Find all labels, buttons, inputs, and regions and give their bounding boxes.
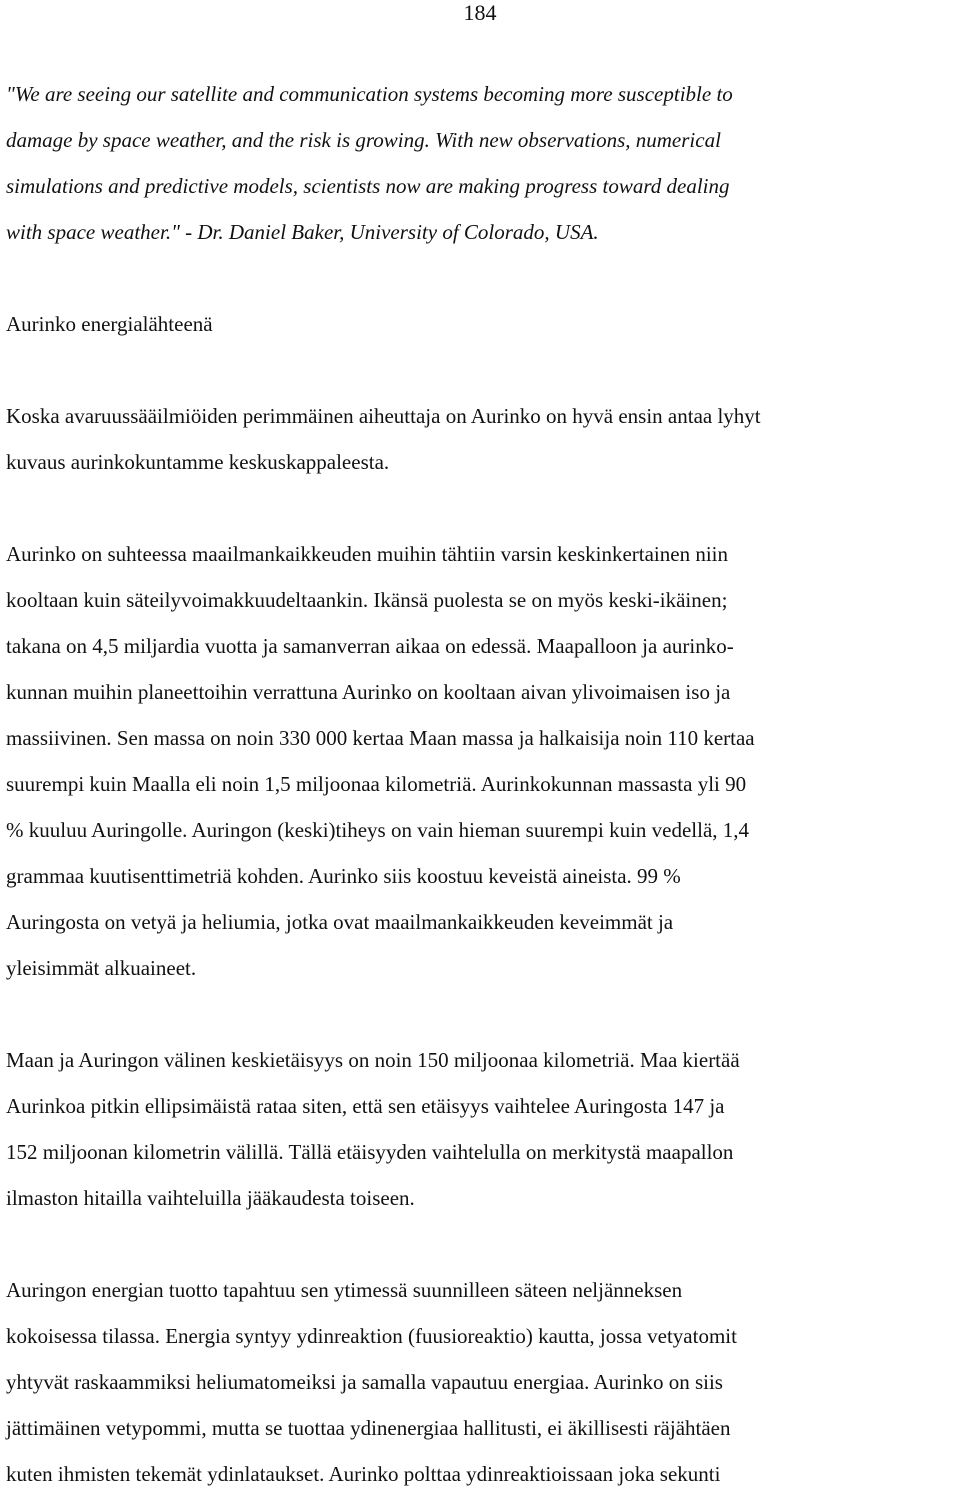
paragraph-line: Koska avaruussääilmiöiden perimmäinen aiheuttaja on Aurinko on hyvä ensin antaa lyhyt (6, 404, 761, 428)
quote-block (6, 71, 956, 255)
paragraph-line: suurempi kuin Maalla eli noin 1,5 miljoonaa kilometriä. Aurinkokunnan massasta yli 90 (6, 772, 747, 796)
paragraph-line: ilmaston hitailla vaihteluilla jääkaudesta toiseen. (6, 1186, 415, 1210)
page-number: 184 (463, 0, 497, 25)
paragraph-line: kunnan muihin planeettoihin verrattuna Aurinko on kooltaan aivan ylivoimaisen iso ja (6, 680, 731, 704)
paragraph-line: yhtyvät raskaammiksi heliumatomeiksi ja samalla vapautuu energiaa. Aurinko on siis (6, 1370, 723, 1394)
paragraph-line: 152 miljoonan kilometrin välillä. Tällä etäisyyden vaihtelulla on merkitystä maapallon (6, 1140, 734, 1164)
quote-line: with space weather." - Dr. Daniel Baker, University of Colorado, USA. (6, 220, 599, 244)
paragraph-line: Auringosta on vetyä ja heliumia, jotka ovat maailmankaikkeuden keveimmät ja (6, 910, 674, 934)
paragraph-line: jättimäinen vetypommi, mutta se tuottaa ydinenergiaa hallitusti, ei äkillisesti räjähtäen (6, 1416, 731, 1440)
paragraph-line: Maan ja Auringon välinen keskietäisyys on noin 150 miljoonaa kilometriä. Maa kiertää (6, 1048, 740, 1072)
paragraph-line: Auringon energian tuotto tapahtuu sen ytimessä suunnilleen säteen neljänneksen (6, 1278, 683, 1302)
paragraph-3 (6, 1037, 956, 1221)
paragraph-line: kuten ihmisten tekemät ydinlataukset. Aurinko polttaa ydinreaktioissaan joka sekunti (6, 1462, 721, 1486)
quote-line: "We are seeing our satellite and communication systems becoming more susceptible to (6, 82, 733, 106)
paragraph-line: kuvaus aurinkokuntamme keskuskappaleesta. (6, 450, 390, 474)
paragraph-line: takana on 4,5 miljardia vuotta ja samanverran aikaa on edessä. Maapalloon ja aurinko- (6, 634, 734, 658)
paragraph-line: Aurinko on suhteessa maailmankaikkeuden muihin tähtiin varsin keskinkertainen niin (6, 542, 729, 566)
section-heading: Aurinko energialähteenä (6, 312, 213, 336)
quote-line: damage by space weather, and the risk is growing. With new observations, numerical (6, 128, 721, 152)
paragraph-line: % kuuluu Auringolle. Auringon (keski)tiheys on vain hieman suurempi kuin vedellä, 1,4 (6, 818, 750, 842)
paragraph-line: massiivinen. Sen massa on noin 330 000 kertaa Maan massa ja halkaisija noin 110 kertaa (6, 726, 755, 750)
quote-line: simulations and predictive models, scientists now are making progress toward dealing (6, 174, 730, 198)
paragraph-line: kokoisessa tilassa. Energia syntyy ydinreaktion (fuusioreaktio) kautta, jossa vetyatomit (6, 1324, 737, 1348)
paragraph-line: grammaa kuutisenttimetriä kohden. Aurinko siis koostuu keveistä aineista. 99 % (6, 864, 681, 888)
paragraph-line: yleisimmät alkuaineet. (6, 956, 197, 980)
paragraph-line: kooltaan kuin säteilyvoimakkuudeltaankin. Ikänsä puolesta se on myös keski-ikäinen; (6, 588, 728, 612)
paragraph-1 (6, 393, 956, 485)
section-heading-block (6, 301, 956, 347)
paragraph-line: Aurinkoa pitkin ellipsimäistä rataa siten, että sen etäisyys vaihtelee Auringosta 147 ja (6, 1094, 725, 1118)
paragraph-4 (6, 1267, 956, 1497)
paragraph-2 (6, 531, 956, 991)
